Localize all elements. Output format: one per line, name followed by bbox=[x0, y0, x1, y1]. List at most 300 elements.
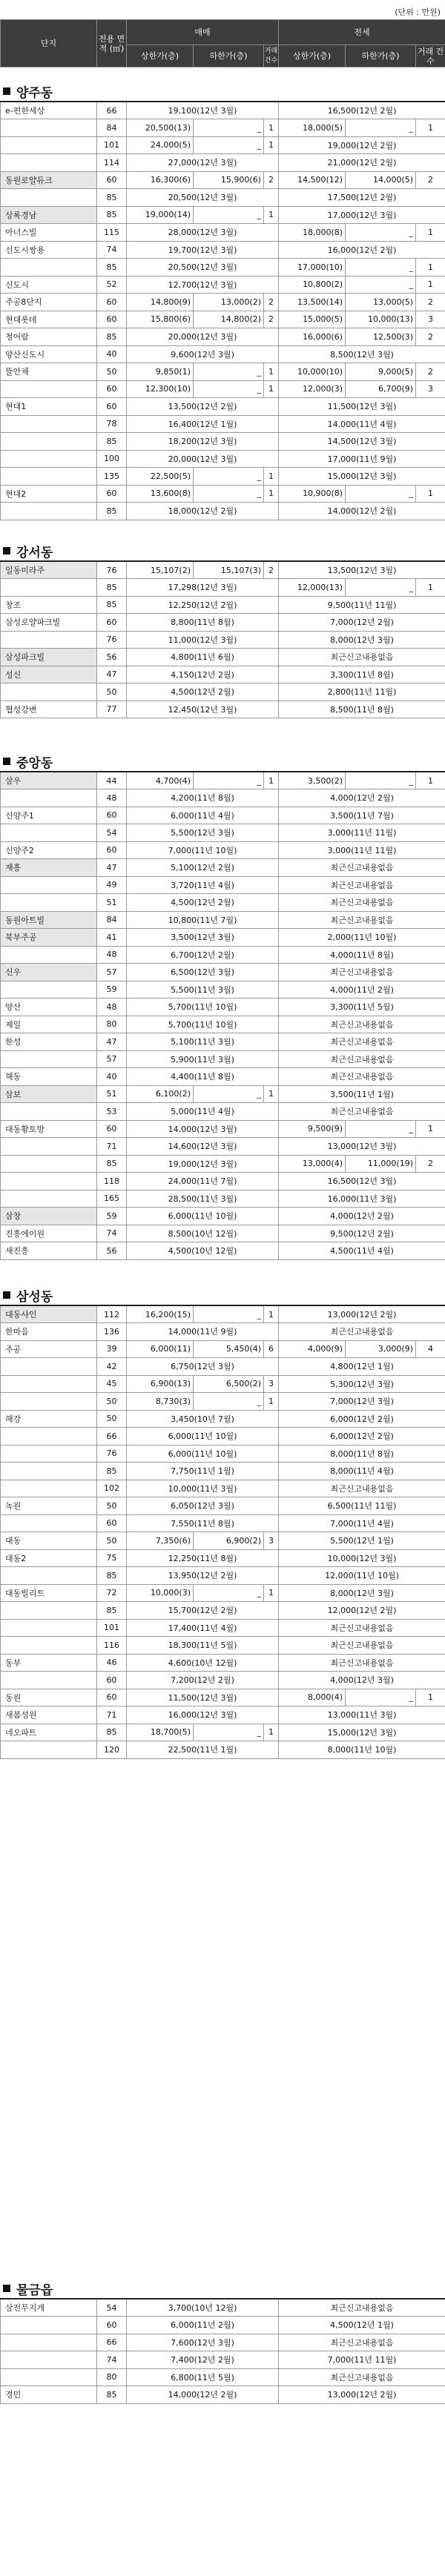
jeonse-latest: 8,000(12년 3월) bbox=[279, 631, 445, 649]
jeonse-upper: 10,000(10) bbox=[279, 363, 346, 381]
jeonse-count: 2 bbox=[416, 294, 445, 311]
section-title-text: 양주동 bbox=[16, 85, 53, 101]
table-row bbox=[1, 1225, 445, 1242]
danji-name bbox=[1, 1567, 97, 1585]
sale-latest: 3,450(10년 7월) bbox=[127, 1410, 279, 1428]
danji-name: 삼전무지개 bbox=[1, 2299, 97, 2317]
jeonse-upper: 18,000(5) bbox=[279, 119, 346, 137]
jeonse-count: 1 bbox=[416, 1120, 445, 1138]
sale-latest: 24,000(11년 7월) bbox=[127, 1173, 279, 1191]
sale-latest: 6,500(12년 3월) bbox=[127, 964, 279, 981]
sale-latest: 15,700(12년 2월) bbox=[127, 1602, 279, 1620]
sale-upper: 13,600(8) bbox=[127, 485, 194, 503]
table-row bbox=[1, 614, 445, 632]
sale-lower: 13,000(2) bbox=[194, 294, 264, 311]
jeonse-latest: 4,500(12년 1월) bbox=[279, 2317, 445, 2334]
sale-lower: _ bbox=[194, 1085, 264, 1103]
sale-latest: 9,600(12년 3월) bbox=[127, 345, 279, 363]
sale-latest: 5,900(11년 3월) bbox=[127, 1050, 279, 1068]
danji-name: 새진흥 bbox=[1, 1242, 97, 1260]
sale-upper: 15,107(2) bbox=[127, 561, 194, 579]
area-value: 76 bbox=[97, 1445, 127, 1463]
area-value: 114 bbox=[97, 154, 127, 172]
jeonse-latest: 4,500(11년 4월) bbox=[279, 1242, 445, 1260]
sale-latest: 11,500(12년 3월) bbox=[127, 1689, 279, 1706]
table-row bbox=[1, 102, 445, 119]
table-row bbox=[1, 1549, 445, 1567]
table-row bbox=[1, 189, 445, 207]
sale-count: 2 bbox=[264, 294, 279, 311]
jeonse-lower: _ bbox=[346, 485, 416, 503]
sale-count: 1 bbox=[264, 1584, 279, 1602]
section-title-text: 강서동 bbox=[16, 545, 53, 560]
table-row bbox=[1, 1689, 445, 1706]
area-value: 85 bbox=[97, 596, 127, 614]
sale-latest: 6,000(11년 10월) bbox=[127, 1208, 279, 1225]
area-value: 85 bbox=[97, 579, 127, 597]
jeonse-latest: 8,000(11년 10월) bbox=[279, 1741, 445, 1759]
sale-latest: 20,500(12년 3월) bbox=[127, 259, 279, 277]
sale-upper: 14,800(9) bbox=[127, 294, 194, 311]
area-value: 60 bbox=[97, 380, 127, 398]
jeonse-latest: 최근신고내용없음 bbox=[279, 876, 445, 894]
danji-name: 일동미라주 bbox=[1, 561, 97, 579]
sale-latest: 5,100(11년 3월) bbox=[127, 1033, 279, 1051]
danji-name bbox=[1, 1103, 97, 1121]
sale-lower: _ bbox=[194, 1584, 264, 1602]
area-value: 118 bbox=[97, 1173, 127, 1191]
table-row bbox=[1, 433, 445, 451]
table-row bbox=[1, 363, 445, 381]
jeonse-latest: 7,000(11년 4월) bbox=[279, 1514, 445, 1532]
jeonse-latest: 최근신고내용없음 bbox=[279, 1050, 445, 1068]
jeonse-latest: 최근신고내용없음 bbox=[279, 649, 445, 666]
danji-name bbox=[1, 946, 97, 964]
area-value: 51 bbox=[97, 1085, 127, 1103]
table-row bbox=[1, 772, 445, 789]
table-row bbox=[1, 1375, 445, 1393]
section-title-text: 물금읍 bbox=[16, 2282, 53, 2298]
sale-count: 1 bbox=[264, 119, 279, 137]
sale-count: 1 bbox=[264, 485, 279, 503]
jeonse-latest: 13,500(12년 3월) bbox=[279, 561, 445, 579]
danji-name: 북부주공 bbox=[1, 929, 97, 947]
area-value: 49 bbox=[97, 876, 127, 894]
sale-count: 3 bbox=[264, 1532, 279, 1550]
sale-latest: 5,700(11년 10월) bbox=[127, 1016, 279, 1033]
danji-name: 뜰안채 bbox=[1, 363, 97, 381]
sale-lower: 5,450(4) bbox=[194, 1340, 264, 1358]
jeonse-count: 1 bbox=[416, 276, 445, 294]
jeonse-upper: 4,000(9) bbox=[279, 1340, 346, 1358]
sale-latest: 7,400(12년 2월) bbox=[127, 2351, 279, 2369]
danji-name: 주공 bbox=[1, 1340, 97, 1358]
jeonse-latest: 14,000(11년 4월) bbox=[279, 415, 445, 433]
table-row bbox=[1, 561, 445, 579]
area-value: 60 bbox=[97, 841, 127, 859]
sale-latest: 7,600(12년 3월) bbox=[127, 2334, 279, 2351]
section-title bbox=[0, 541, 445, 560]
danji-name: 네오파트 bbox=[1, 1724, 97, 1741]
jeonse-latest: 11,500(12년 3월) bbox=[279, 398, 445, 416]
sale-count: 2 bbox=[264, 561, 279, 579]
jeonse-latest: 최근신고내용없음 bbox=[279, 1654, 445, 1672]
sale-latest: 3,700(10년 12월) bbox=[127, 2299, 279, 2317]
jeonse-upper: 8,000(4) bbox=[279, 1689, 346, 1706]
danji-name: 동원 bbox=[1, 1689, 97, 1706]
table-row bbox=[1, 1602, 445, 1620]
table-row bbox=[1, 1305, 445, 1323]
danji-name: 신도시쌍용 bbox=[1, 241, 97, 259]
danji-name bbox=[1, 2317, 97, 2334]
danji-name bbox=[1, 1463, 97, 1480]
table-row bbox=[1, 485, 445, 503]
table-row bbox=[1, 241, 445, 259]
area-value: 78 bbox=[97, 415, 127, 433]
sale-upper: 8,730(3) bbox=[127, 1393, 194, 1411]
table-row bbox=[1, 579, 445, 597]
danji-name bbox=[1, 189, 97, 207]
danji-name: 삼창 bbox=[1, 1208, 97, 1225]
jeonse-latest: 4,000(12년 3월) bbox=[279, 1672, 445, 1689]
table-row bbox=[1, 1085, 445, 1103]
area-value: 51 bbox=[97, 894, 127, 912]
table-row bbox=[1, 136, 445, 154]
jeonse-latest: 최근신고내용없음 bbox=[279, 1016, 445, 1033]
danji-name bbox=[1, 468, 97, 486]
table-row bbox=[1, 841, 445, 859]
danji-name: 청어람 bbox=[1, 328, 97, 346]
area-value: 74 bbox=[97, 1225, 127, 1242]
sale-latest: 16,000(12년 3월) bbox=[127, 1706, 279, 1724]
danji-name bbox=[1, 450, 97, 468]
price-table bbox=[0, 560, 445, 718]
jeonse-lower: 6,700(9) bbox=[346, 380, 416, 398]
table-row bbox=[1, 1050, 445, 1068]
area-value: 56 bbox=[97, 1242, 127, 1260]
table-row bbox=[1, 859, 445, 877]
sale-latest: 17,400(11년 4월) bbox=[127, 1619, 279, 1637]
jeonse-lower: 13,000(5) bbox=[346, 294, 416, 311]
danji-name: 대동2 bbox=[1, 1549, 97, 1567]
danji-name: 현대1 bbox=[1, 398, 97, 416]
sale-lower: _ bbox=[194, 1724, 264, 1741]
danji-name bbox=[1, 1514, 97, 1532]
sale-count: 1 bbox=[264, 380, 279, 398]
jeonse-latest: 13,000(12년 2월) bbox=[279, 1305, 445, 1323]
table-row bbox=[1, 1741, 445, 1759]
table-row bbox=[1, 345, 445, 363]
sale-upper: 24,000(5) bbox=[127, 136, 194, 154]
sale-latest: 19,000(12년 3월) bbox=[127, 1155, 279, 1173]
table-row bbox=[1, 2368, 445, 2386]
jeonse-latest: 최근신고내용없음 bbox=[279, 2334, 445, 2351]
table-row bbox=[1, 398, 445, 416]
danji-name bbox=[1, 154, 97, 172]
table-row bbox=[1, 1358, 445, 1376]
danji-name bbox=[1, 1741, 97, 1759]
area-value: 71 bbox=[97, 1706, 127, 1724]
danji-name: e-편한세상 bbox=[1, 102, 97, 119]
area-value: 59 bbox=[97, 1208, 127, 1225]
jeonse-upper: 10,900(8) bbox=[279, 485, 346, 503]
header-jeonse-upper: 상한가(층) bbox=[279, 45, 346, 67]
area-value: 47 bbox=[97, 1033, 127, 1051]
sale-count: 6 bbox=[264, 1340, 279, 1358]
sale-lower: _ bbox=[194, 1305, 264, 1323]
jeonse-latest: 5,500(12년 1월) bbox=[279, 1532, 445, 1550]
jeonse-upper: 15,000(5) bbox=[279, 311, 346, 328]
sale-upper: 22,500(5) bbox=[127, 468, 194, 486]
area-value: 100 bbox=[97, 450, 127, 468]
area-value: 84 bbox=[97, 911, 127, 929]
sale-latest: 20,500(12년 3월) bbox=[127, 189, 279, 207]
square-bullet-icon bbox=[3, 758, 10, 765]
area-value: 66 bbox=[97, 1428, 127, 1446]
danji-name: 제일 bbox=[1, 1016, 97, 1033]
area-value: 136 bbox=[97, 1323, 127, 1341]
jeonse-lower: 11,000(19) bbox=[346, 1155, 416, 1173]
sale-count: 1 bbox=[264, 1724, 279, 1741]
jeonse-upper: 10,800(2) bbox=[279, 276, 346, 294]
jeonse-latest: 17,500(12년 2월) bbox=[279, 189, 445, 207]
table-row bbox=[1, 328, 445, 346]
sale-latest: 27,000(12년 3월) bbox=[127, 154, 279, 172]
area-value: 66 bbox=[97, 102, 127, 119]
header-danji: 단지 bbox=[1, 20, 97, 67]
jeonse-latest: 4,000(12년 2월) bbox=[279, 789, 445, 807]
sale-lower: _ bbox=[194, 485, 264, 503]
table-row bbox=[1, 1016, 445, 1033]
sale-latest: 14,000(11년 9월) bbox=[127, 1323, 279, 1341]
jeonse-latest: 최근신고내용없음 bbox=[279, 964, 445, 981]
area-value: 85 bbox=[97, 2386, 127, 2404]
danji-name: 해강 bbox=[1, 1410, 97, 1428]
jeonse-latest: 최근신고내용없음 bbox=[279, 2368, 445, 2386]
header-sale-lower: 하한가(층) bbox=[194, 45, 264, 67]
sale-lower: 6,900(2) bbox=[194, 1532, 264, 1550]
jeonse-latest: 7,000(12년 2월) bbox=[279, 614, 445, 632]
jeonse-upper: 12,000(13) bbox=[279, 579, 346, 597]
jeonse-count: 1 bbox=[416, 485, 445, 503]
header-jeonse: 전세 bbox=[279, 20, 445, 45]
danji-name bbox=[1, 1375, 97, 1393]
danji-name: 삼보 bbox=[1, 1085, 97, 1103]
table-row bbox=[1, 2317, 445, 2334]
sale-latest: 14,000(12년 2월) bbox=[127, 2386, 279, 2404]
area-value: 85 bbox=[97, 1155, 127, 1173]
table-row bbox=[1, 1068, 445, 1086]
area-value: 116 bbox=[97, 1637, 127, 1655]
jeonse-lower: 10,000(13) bbox=[346, 311, 416, 328]
danji-name bbox=[1, 1672, 97, 1689]
jeonse-latest: 최근신고내용없음 bbox=[279, 1480, 445, 1497]
jeonse-latest: 4,800(12년 1월) bbox=[279, 1358, 445, 1376]
table-row bbox=[1, 1724, 445, 1741]
table-row bbox=[1, 596, 445, 614]
sale-latest: 12,250(11년 8월) bbox=[127, 1549, 279, 1567]
jeonse-upper: 12,000(3) bbox=[279, 380, 346, 398]
jeonse-lower: _ bbox=[346, 772, 416, 789]
sale-latest: 7,550(11년 8월) bbox=[127, 1514, 279, 1532]
jeonse-latest: 16,000(11년 3월) bbox=[279, 1190, 445, 1208]
square-bullet-icon bbox=[3, 87, 10, 95]
area-value: 57 bbox=[97, 964, 127, 981]
header-sale: 매매 bbox=[127, 20, 279, 45]
area-value: 60 bbox=[97, 614, 127, 632]
area-value: 60 bbox=[97, 294, 127, 311]
sale-upper: 7,350(6) bbox=[127, 1532, 194, 1550]
sale-latest: 7,000(11년 10월) bbox=[127, 841, 279, 859]
area-value: 48 bbox=[97, 946, 127, 964]
area-value: 115 bbox=[97, 224, 127, 242]
sale-latest: 18,300(11년 5월) bbox=[127, 1637, 279, 1655]
area-value: 60 bbox=[97, 1689, 127, 1706]
sale-lower: 6,500(2) bbox=[194, 1375, 264, 1393]
area-value: 60 bbox=[97, 398, 127, 416]
sale-latest: 10,000(11년 3월) bbox=[127, 1480, 279, 1497]
sale-latest: 11,000(12년 3월) bbox=[127, 631, 279, 649]
table-row bbox=[1, 1340, 445, 1358]
area-value: 60 bbox=[97, 2317, 127, 2334]
table-row bbox=[1, 999, 445, 1016]
danji-name bbox=[1, 1050, 97, 1068]
jeonse-upper: 3,500(2) bbox=[279, 772, 346, 789]
sale-lower: _ bbox=[194, 206, 264, 224]
jeonse-latest: 3,500(11년 7월) bbox=[279, 807, 445, 824]
sale-upper: 16,300(6) bbox=[127, 171, 194, 189]
sale-latest: 4,500(12년 2월) bbox=[127, 894, 279, 912]
table-row bbox=[1, 911, 445, 929]
sale-latest: 20,000(12년 3월) bbox=[127, 450, 279, 468]
jeonse-latest: 최근신고내용없음 bbox=[279, 1619, 445, 1637]
sale-count: 1 bbox=[264, 206, 279, 224]
sale-latest: 4,500(12년 2월) bbox=[127, 683, 279, 701]
sale-latest: 6,000(11년 4월) bbox=[127, 807, 279, 824]
danji-name: 한마음 bbox=[1, 1323, 97, 1341]
danji-name: 성신 bbox=[1, 666, 97, 683]
jeonse-latest: 2,000(11년 10월) bbox=[279, 929, 445, 947]
danji-name bbox=[1, 1428, 97, 1446]
area-value: 85 bbox=[97, 1567, 127, 1585]
table-row bbox=[1, 1445, 445, 1463]
jeonse-latest: 9,500(11년 11월) bbox=[279, 596, 445, 614]
section-title bbox=[0, 2279, 445, 2298]
table-row bbox=[1, 1619, 445, 1637]
danji-name: 대동 bbox=[1, 1532, 97, 1550]
danji-name: 협성강변 bbox=[1, 701, 97, 718]
table-row bbox=[1, 1242, 445, 1260]
danji-name: 대동황토방 bbox=[1, 1120, 97, 1138]
danji-name: 창조 bbox=[1, 596, 97, 614]
jeonse-latest: 3,500(11년 1월) bbox=[279, 1085, 445, 1103]
danji-name: 주공8단지 bbox=[1, 294, 97, 311]
table-row bbox=[1, 2351, 445, 2369]
sale-lower: _ bbox=[194, 136, 264, 154]
jeonse-lower: 12,500(3) bbox=[346, 328, 416, 346]
danji-name: 신양주1 bbox=[1, 807, 97, 824]
area-value: 102 bbox=[97, 1480, 127, 1497]
area-value: 48 bbox=[97, 789, 127, 807]
section-title bbox=[0, 1285, 445, 1305]
table-row bbox=[1, 1637, 445, 1655]
danji-name bbox=[1, 683, 97, 701]
sale-latest: 19,100(12년 3월) bbox=[127, 102, 279, 119]
table-row bbox=[1, 824, 445, 842]
danji-name bbox=[1, 2368, 97, 2386]
sale-latest: 18,200(12년 3월) bbox=[127, 433, 279, 451]
price-table bbox=[0, 771, 445, 1260]
area-value: 39 bbox=[97, 1340, 127, 1358]
danji-name bbox=[1, 1393, 97, 1411]
table-row bbox=[1, 649, 445, 666]
jeonse-latest: 8,000(11년 8월) bbox=[279, 1445, 445, 1463]
jeonse-latest: 8,500(11년 8월) bbox=[279, 701, 445, 718]
danji-name bbox=[1, 1445, 97, 1463]
table-row bbox=[1, 964, 445, 981]
sale-latest: 4,500(10년 12월) bbox=[127, 1242, 279, 1260]
table-row bbox=[1, 929, 445, 947]
section-2 bbox=[0, 752, 445, 1260]
sale-upper: 6,100(2) bbox=[127, 1085, 194, 1103]
sale-latest: 6,700(12년 2월) bbox=[127, 946, 279, 964]
area-value: 85 bbox=[97, 1463, 127, 1480]
table-row bbox=[1, 468, 445, 486]
danji-name: 양산신도시 bbox=[1, 345, 97, 363]
area-value: 85 bbox=[97, 503, 127, 520]
sale-upper: 15,800(6) bbox=[127, 311, 194, 328]
table-row bbox=[1, 1173, 445, 1191]
table-row bbox=[1, 2334, 445, 2351]
jeonse-latest: 4,000(11년 2월) bbox=[279, 981, 445, 999]
sale-latest: 17,298(12년 3월) bbox=[127, 579, 279, 597]
jeonse-latest: 21,000(12년 2월) bbox=[279, 154, 445, 172]
table-row bbox=[1, 876, 445, 894]
jeonse-count: 3 bbox=[416, 380, 445, 398]
sale-count: 2 bbox=[264, 171, 279, 189]
jeonse-count: 1 bbox=[416, 772, 445, 789]
area-value: 57 bbox=[97, 1050, 127, 1068]
area-value: 74 bbox=[97, 2351, 127, 2369]
jeonse-latest: 16,000(12년 2월) bbox=[279, 241, 445, 259]
sale-latest: 6,050(12년 3월) bbox=[127, 1497, 279, 1515]
sale-latest: 16,400(12년 1월) bbox=[127, 415, 279, 433]
section-3 bbox=[0, 1285, 445, 1759]
jeonse-lower: 9,000(5) bbox=[346, 363, 416, 381]
area-value: 74 bbox=[97, 241, 127, 259]
price-table bbox=[0, 1305, 445, 1759]
sale-lower: _ bbox=[194, 380, 264, 398]
sale-latest: 4,400(11년 8월) bbox=[127, 1068, 279, 1086]
jeonse-latest: 3,000(11년 11월) bbox=[279, 824, 445, 842]
table-row bbox=[1, 631, 445, 649]
jeonse-latest: 최근신고내용없음 bbox=[279, 1323, 445, 1341]
sale-latest: 5,500(12년 3월) bbox=[127, 824, 279, 842]
jeonse-count: 2 bbox=[416, 1155, 445, 1173]
danji-name: 신도시 bbox=[1, 276, 97, 294]
danji-name: 새봄성원 bbox=[1, 1706, 97, 1724]
jeonse-latest: 최근신고내용없음 bbox=[279, 859, 445, 877]
table-row bbox=[1, 1672, 445, 1689]
table-row bbox=[1, 2386, 445, 2404]
table-row bbox=[1, 1410, 445, 1428]
table-row bbox=[1, 683, 445, 701]
table-row bbox=[1, 119, 445, 137]
danji-name bbox=[1, 1637, 97, 1655]
section-title bbox=[0, 82, 445, 101]
section-1 bbox=[0, 541, 445, 718]
table-row bbox=[1, 701, 445, 718]
